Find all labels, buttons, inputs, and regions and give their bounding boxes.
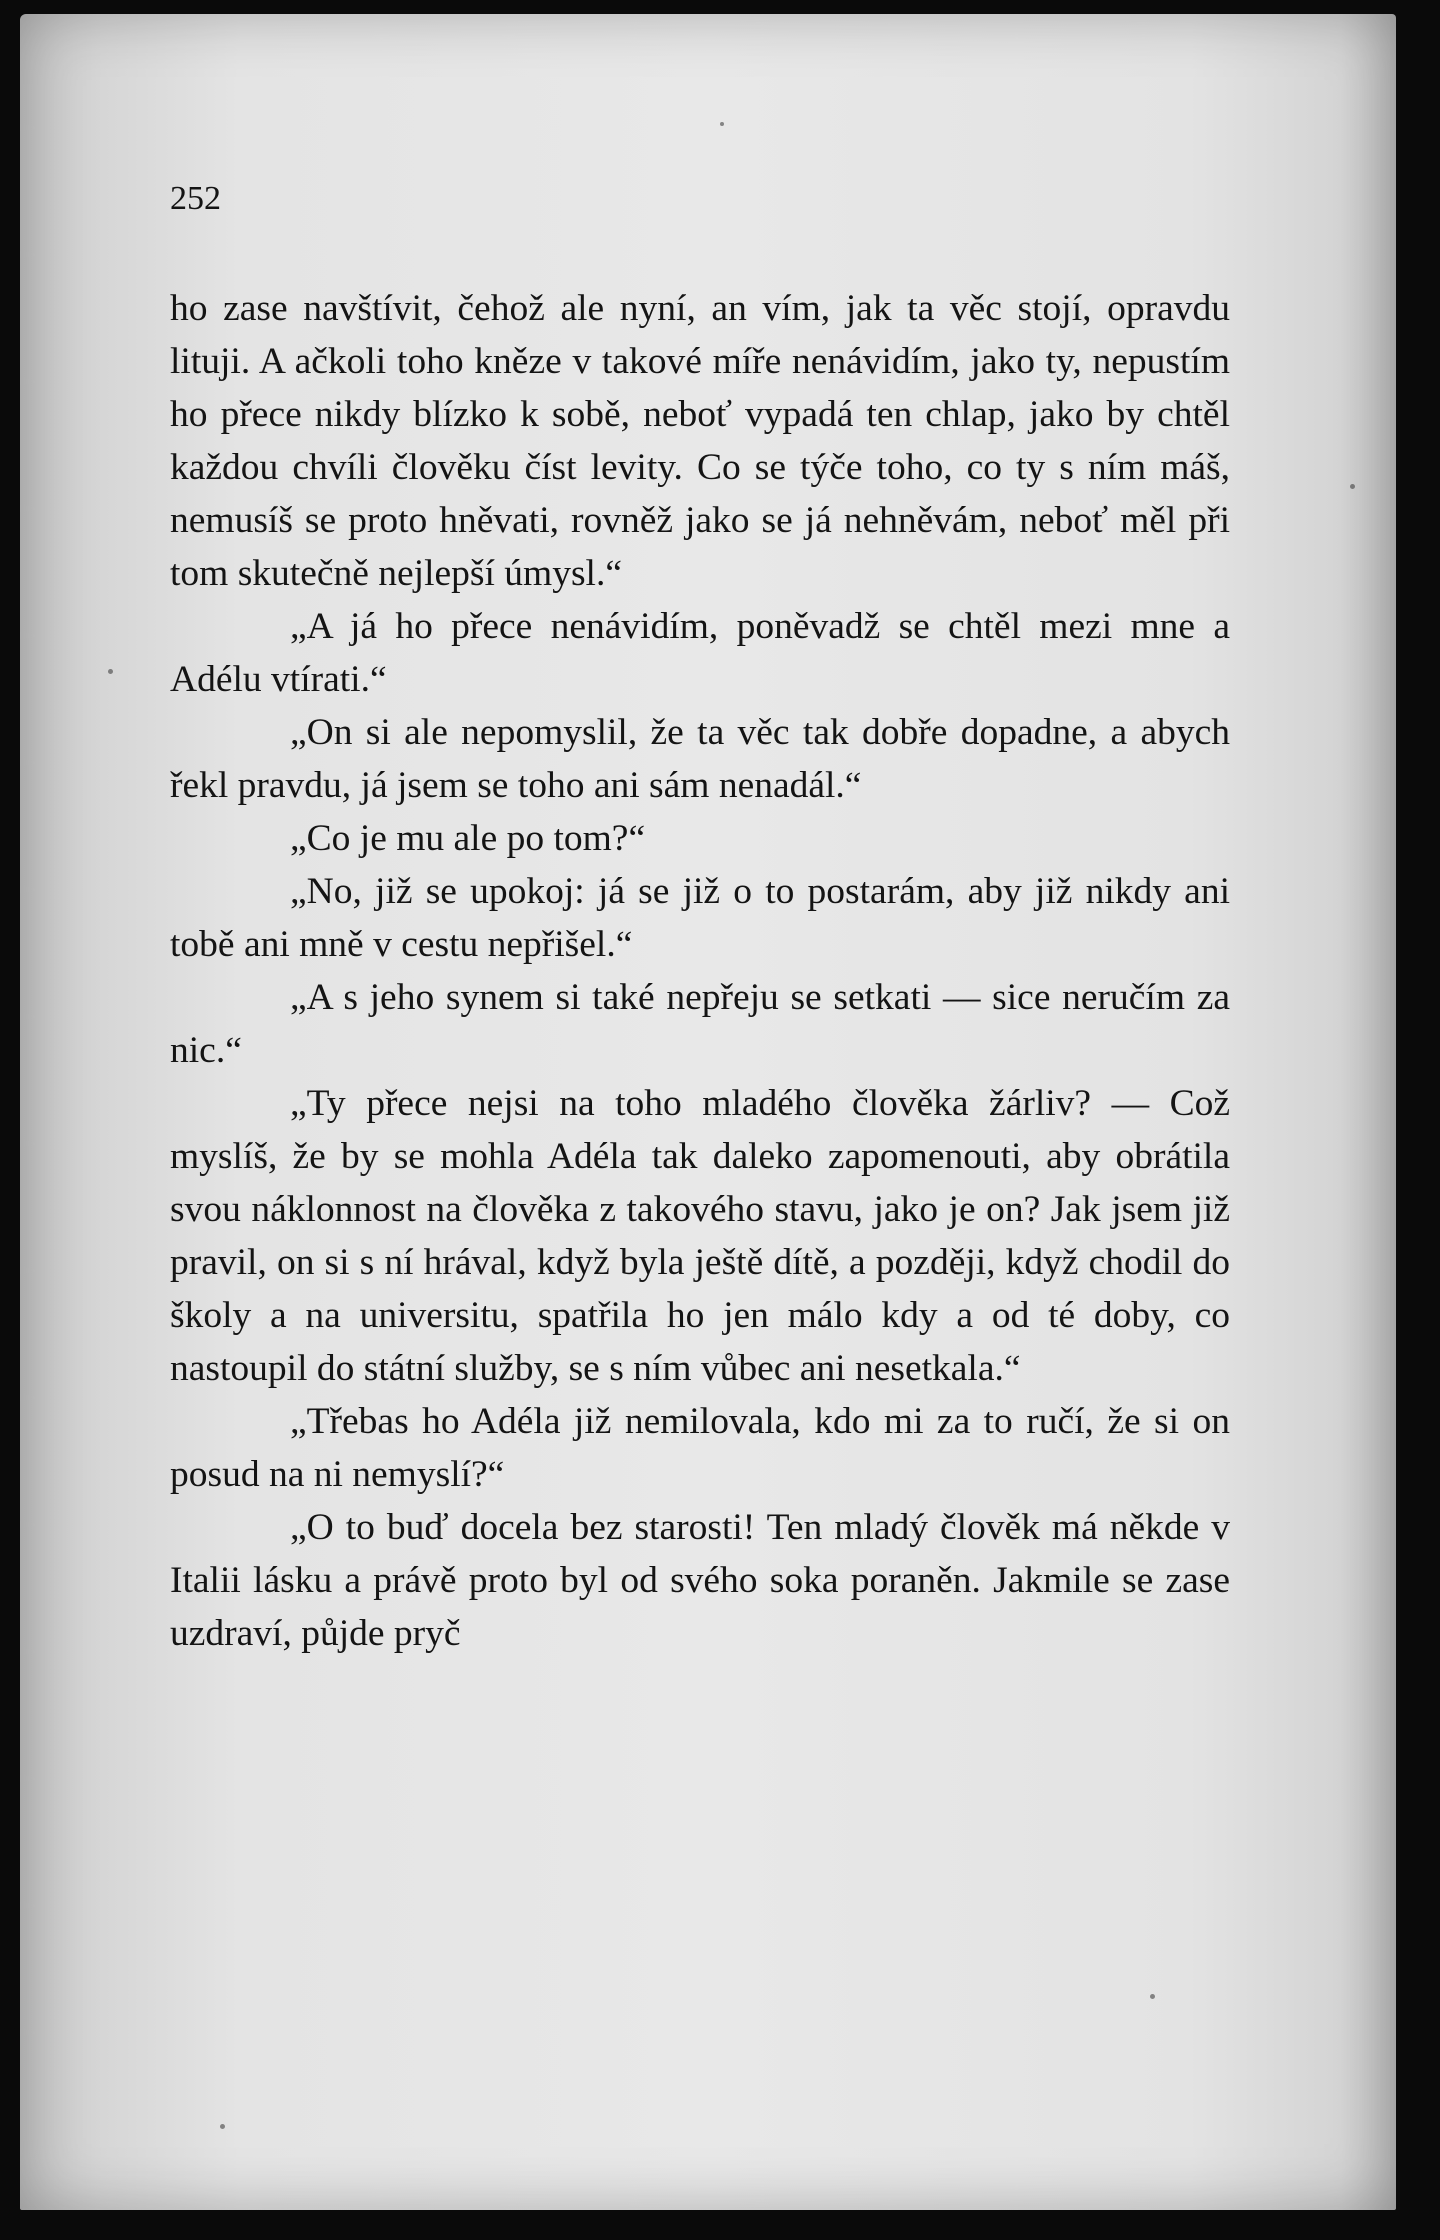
paragraph: „A s jeho synem si také nepřeju se setkati — sice neručím za nic.“ bbox=[170, 977, 1230, 1071]
ink-speck bbox=[1150, 1994, 1155, 1999]
paragraph: „Ty přece nejsi na toho mladého člověka žárliv? — Což myslíš, že by se mohla Adéla tak daleko zapomenouti, aby obrátila svou náklonnost na člověka z takového stavu, jako je on? Jak jsem již pravil, on si s ní hrával, když byla ještě dítě, a později, když chodil do školy a na universitu, spatřila ho jen málo kdy a od té doby, co nastoupil do státní služby, se s ním vůbec ani nesetkala.“ bbox=[170, 1083, 1230, 1389]
page-number: 252 bbox=[170, 180, 221, 217]
paragraph: „Třebas ho Adéla již nemilovala, kdo mi za to ručí, že si on posud na ni nemyslí?“ bbox=[170, 1401, 1230, 1495]
ink-speck bbox=[720, 122, 724, 126]
paragraph: ho zase navštívit, čehož ale nyní, an vím, jak ta věc stojí, opravdu lituji. A ačkoli toho kněze v takové míře nenávidím, jako ty, nepustím ho přece nikdy blízko k sobě, neboť vypadá ten chlap, jako by chtěl každou chvíli člověku číst levity. Co se týče toho, co ty s ním máš, nemusíš se proto hněvati, rovněž jako se já nehněvám, neboť měl při tom skutečně nejlepší úmysl.“ bbox=[170, 288, 1230, 594]
body-text bbox=[170, 282, 1230, 1660]
ink-speck bbox=[220, 2124, 225, 2129]
paragraph: „O to buď docela bez starosti! Ten mladý člověk má někde v Italii lásku a právě proto byl od svého soka poraněn. Jakmile se zase uzdraví, půjde pryč bbox=[170, 1507, 1230, 1654]
paragraph: „No, již se upokoj: já se již o to postarám, aby již nikdy ani tobě ani mně v cestu nepřišel.“ bbox=[170, 871, 1230, 965]
ink-speck bbox=[1350, 484, 1355, 489]
paragraph: „A já ho přece nenávidím, poněvadž se chtěl mezi mne a Adélu vtírati.“ bbox=[170, 606, 1230, 700]
paragraph: „Co je mu ale po tom?“ bbox=[290, 818, 646, 859]
ink-speck bbox=[108, 669, 113, 674]
paragraph: „On si ale nepomyslil, že ta věc tak dobře dopadne, a abych řekl pravdu, já jsem se toho ani sám nenadál.“ bbox=[170, 712, 1230, 806]
